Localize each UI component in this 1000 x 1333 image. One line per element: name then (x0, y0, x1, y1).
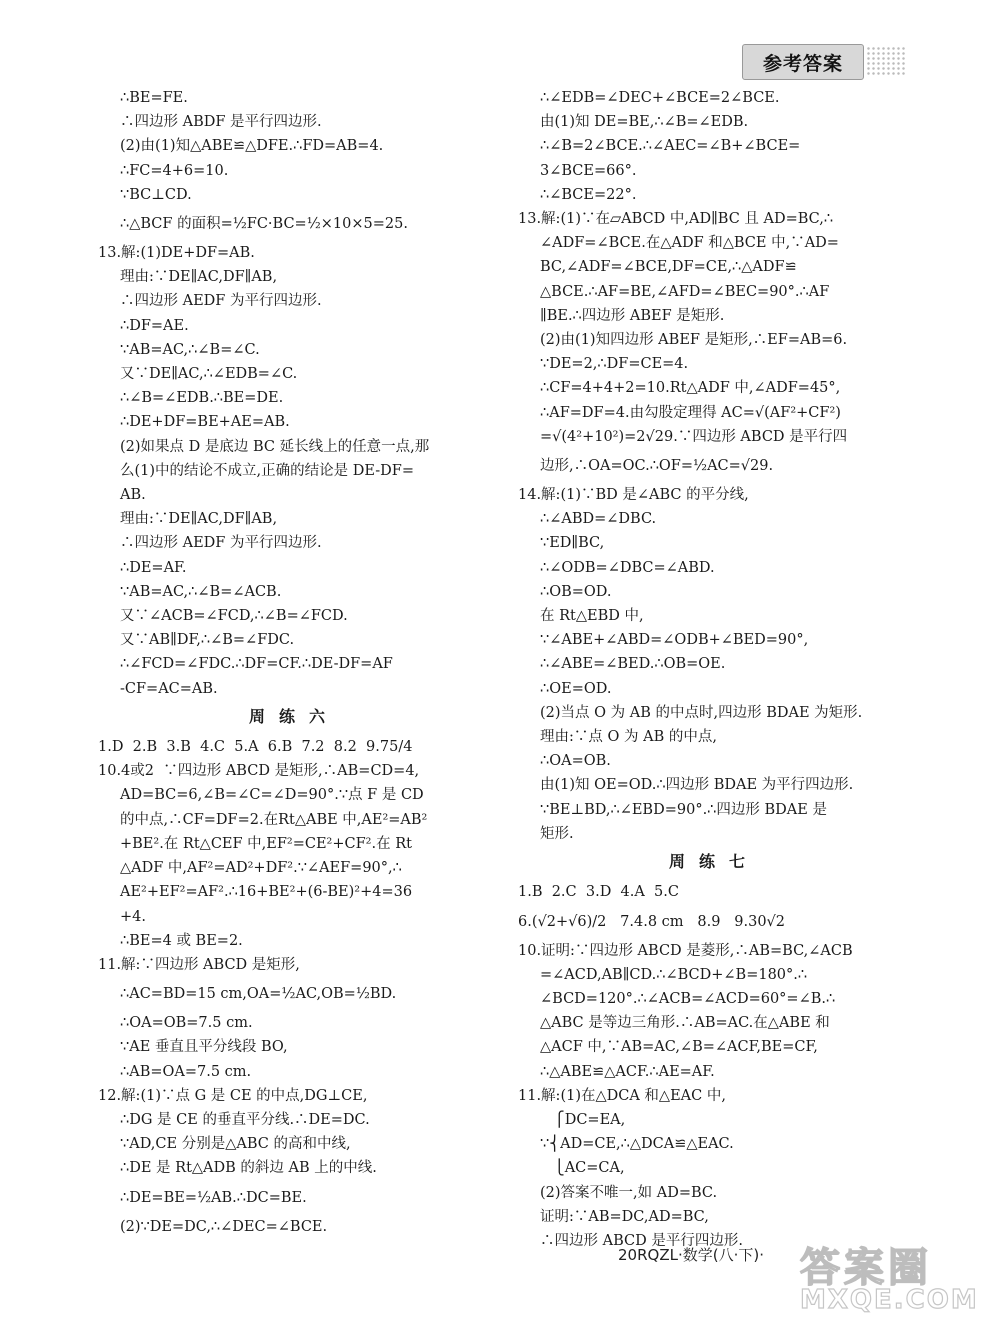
answer-line: ∵AE 垂直且平分线段 BO, (120, 1039, 288, 1056)
answer-line: 14.解:(1)∵BD 是∠ABC 的平分线, (518, 487, 749, 504)
answer-line: -CF=AC=AB. (120, 680, 218, 697)
answer-line: ∴∠ABE=∠BED.∴OB=OE. (540, 656, 726, 673)
answer-line: AD=BC=6,∠B=∠C=∠D=90°.∵点 F 是 CD (120, 787, 424, 804)
answer-line: ∠ADF=∠BCE.在△ADF 和△BCE 中,∵AD= (540, 235, 839, 252)
answer-line: ∵DE=2,∴DF=CE=4. (540, 356, 689, 373)
answer-line: ∴DE 是 Rt△ADB 的斜边 AB 上的中线. (120, 1160, 377, 1177)
answer-line: 12.解:(1)∵点 G 是 CE 的中点,DG⊥CE, (98, 1087, 368, 1104)
header-title: 参考答案 (762, 52, 843, 75)
answer-line: ∴DE=AF. (120, 559, 187, 576)
section-title: 周练七 (668, 852, 759, 872)
answer-line: ∵AD,CE 分别是△ABC 的高和中线, (120, 1136, 351, 1153)
page-footer: 20RQZL·数学(八·下)· (618, 1246, 764, 1264)
answer-line: 理由:∵DE∥AC,DF∥AB, (120, 511, 278, 528)
answer-line: △ACF 中,∵AB=AC,∠B=∠ACF,BE=CF, (540, 1039, 818, 1056)
answer-line: ∴∠BCE=22°. (540, 186, 637, 203)
answer-line: 6.(√2+√6)/2 7.4.8 cm 8.9 9.30√2 (518, 913, 786, 930)
answer-line: (2)由(1)知四边形 ABEF 是矩形,∴EF=AB=6. (540, 332, 848, 349)
answer-line: ∴DE=BE=½AB.∴DC=BE. (120, 1189, 307, 1206)
answer-line: ∵ED∥BC, (540, 535, 605, 552)
answer-line: 边形,∴OA=OC.∴OF=½AC=√29. (540, 458, 774, 475)
answer-line: ∴△BCF 的面积=½FC·BC=½×10×5=25. (120, 216, 408, 233)
answer-line: ∴∠EDB=∠DEC+∠BCE=2∠BCE. (540, 90, 780, 106)
answer-line: 10.4或2 ∵四边形 ABCD 是矩形,∴AB=CD=4, (98, 763, 420, 780)
answer-line: ∴BE=4 或 BE=2. (120, 932, 243, 949)
answer-line: ∴FC=4+6=10. (120, 162, 229, 179)
answer-line: ∴BE=FE. (120, 90, 188, 106)
answer-line: AE²+EF²=AF².∴16+BE²+(6-BE)²+4=36 (120, 884, 413, 901)
answer-line: (2)由(1)知△ABE≌△DFE.∴FD=AB=4. (120, 138, 384, 155)
answer-line: ∴AC=BD=15 cm,OA=½AC,OB=½BD. (120, 986, 397, 1003)
answer-line: ∴∠ODB=∠DBC=∠ABD. (540, 559, 715, 576)
answer-line: 在 Rt△EBD 中, (540, 608, 644, 625)
answer-line: (2)答案不唯一,如 AD=BC. (540, 1184, 718, 1201)
answer-line: 11.解:(1)在△DCA 和△EAC 中, (518, 1087, 726, 1104)
page-header-tab (742, 44, 864, 80)
answer-line: =√(4²+10²)=2√29.∵四边形 ABCD 是平行四 (540, 428, 848, 445)
answer-line: ∥BE.∴四边形 ABEF 是矩形. (540, 307, 725, 324)
answer-line: ∴OA=OB=7.5 cm. (120, 1015, 253, 1032)
watermark-logo (800, 1236, 980, 1326)
answer-line: ∴DG 是 CE 的垂直平分线.∴DE=DC. (120, 1111, 370, 1128)
answer-line: 由(1)知 OE=OD.∴四边形 BDAE 为平行四边形. (540, 777, 854, 794)
answer-line: 么(1)中的结论不成立,正确的结论是 DE-DF= (120, 462, 414, 479)
answer-line: +BE².在 Rt△CEF 中,EF²=CE²+CF².在 Rt (120, 835, 412, 852)
answer-line: △ADF 中,AF²=AD²+DF².∵∠AEF=90°,∴ (120, 860, 402, 877)
answer-line: ∵⎨AD=CE,∴△DCA≌△EAC. (540, 1136, 734, 1153)
answer-line: ∴四边形 AEDF 为平行四边形. (120, 535, 322, 552)
answer-line: ∵BE⊥BD,∴∠EBD=90°.∴四边形 BDAE 是 (540, 801, 827, 818)
answer-line: ∴DF=AE. (120, 317, 189, 334)
answer-line: 又∵AB∥DF,∴∠B=∠FDC. (120, 632, 295, 649)
answer-line: △BCE.∴AF=BE,∠AFD=∠BEC=90°.∴AF (540, 283, 830, 300)
answer-line: ∴△ABE≌△ACF.∴AE=AF. (540, 1063, 715, 1080)
answer-line: AB. (120, 487, 146, 504)
answer-line: ∵BC⊥CD. (120, 186, 192, 203)
answer-line: △ABC 是等边三角形.∴AB=AC.在△ABE 和 (540, 1015, 830, 1032)
answer-line: 3∠BCE=66°. (540, 162, 637, 179)
answer-line: 1.D 2.B 3.B 4.C 5.A 6.B 7.2 8.2 9.75/4 (98, 739, 413, 756)
answer-line: ∴∠B=2∠BCE.∴∠AEC=∠B+∠BCE= (540, 138, 801, 155)
answer-line: ∵AB=AC,∴∠B=∠ACB. (120, 583, 282, 600)
answer-line: ⎩AC=CA, (540, 1160, 625, 1177)
answer-line: ∴AB=OA=7.5 cm. (120, 1063, 252, 1080)
answer-line: ∵∠ABE+∠ABD=∠ODB+∠BED=90°, (540, 632, 809, 649)
answer-line: 13.解:(1)DE+DF=AB. (98, 245, 255, 262)
answer-line: 1.B 2.C 3.D 4.A 5.C (518, 884, 679, 901)
answer-line: (2)当点 O 为 AB 的中点时,四边形 BDAE 为矩形. (540, 704, 863, 721)
answer-line: 理由:∵DE∥AC,DF∥AB, (120, 269, 278, 286)
left-column (98, 86, 490, 1239)
answer-line: ∴AF=DF=4.由勾股定理得 AC=√(AF²+CF²) (540, 404, 841, 421)
right-column (518, 86, 910, 1253)
answer-line: ∵AB=AC,∴∠B=∠C. (120, 341, 260, 358)
answer-line: 又∵∠ACB=∠FCD,∴∠B=∠FCD. (120, 608, 348, 625)
answer-line: ∠BCD=120°.∴∠ACB=∠ACD=60°=∠B.∴ (540, 990, 836, 1007)
answer-line: 矩形. (540, 825, 574, 842)
answer-line: 10.证明:∵四边形 ABCD 是菱形,∴AB=BC,∠ACB (518, 942, 853, 959)
answer-line: 13.解:(1)∵在▱ABCD 中,AD∥BC 且 AD=BC,∴ (518, 211, 834, 228)
answer-line: BC,∠ADF=∠BCE,DF=CE,∴△ADF≌ (540, 259, 797, 276)
answer-line: ∴OE=OD. (540, 680, 612, 697)
header-decoration (866, 46, 906, 76)
answer-line: ∴四边形 ABDF 是平行四边形. (120, 114, 322, 131)
answer-line: ∴CF=4+4+2=10.Rt△ADF 中,∠ADF=45°, (540, 380, 841, 397)
answer-line: ∴∠ABD=∠DBC. (540, 511, 657, 528)
answer-line: ⎧DC=EA, (540, 1111, 626, 1128)
answer-line: 11.解:∵四边形 ABCD 是矩形, (98, 956, 300, 973)
answer-line: (2)∵DE=DC,∴∠DEC=∠BCE. (120, 1218, 328, 1235)
answer-line: 由(1)知 DE=BE,∴∠B=∠EDB. (540, 114, 749, 131)
section-title: 周练六 (248, 706, 339, 726)
answer-line: 的中点,∴CF=DF=2.在Rt△ABE 中,AE²=AB² (120, 811, 428, 828)
answer-line: ∴DE+DF=BE+AE=AB. (120, 414, 290, 431)
watermark-bottom-text: MXQE.COM (800, 1285, 979, 1315)
watermark-top-text: 答案圈 (800, 1245, 932, 1291)
answer-line: ∴OA=OB. (540, 753, 611, 770)
answer-line: (2)如果点 D 是底边 BC 延长线上的任意一点,那 (120, 438, 430, 455)
answer-line: ∴四边形 ABCD 是平行四边形. (540, 1232, 743, 1249)
answer-line: +4. (120, 908, 146, 925)
answer-line: =∠ACD,AB∥CD.∴∠BCD+∠B=180°.∴ (540, 966, 808, 983)
answer-line: ∴∠FCD=∠FDC.∴DF=CF.∴DE-DF=AF (120, 656, 393, 673)
answer-line: 证明:∵AB=DC,AD=BC, (540, 1208, 709, 1225)
answer-line: ∴OB=OD. (540, 583, 612, 600)
answer-line: 理由:∵点 O 为 AB 的中点, (540, 729, 717, 746)
answer-line: 又∵DE∥AC,∴∠EDB=∠C. (120, 366, 298, 383)
answer-line: ∴四边形 AEDF 为平行四边形. (120, 293, 322, 310)
answer-line: ∴∠B=∠EDB.∴BE=DE. (120, 390, 284, 407)
